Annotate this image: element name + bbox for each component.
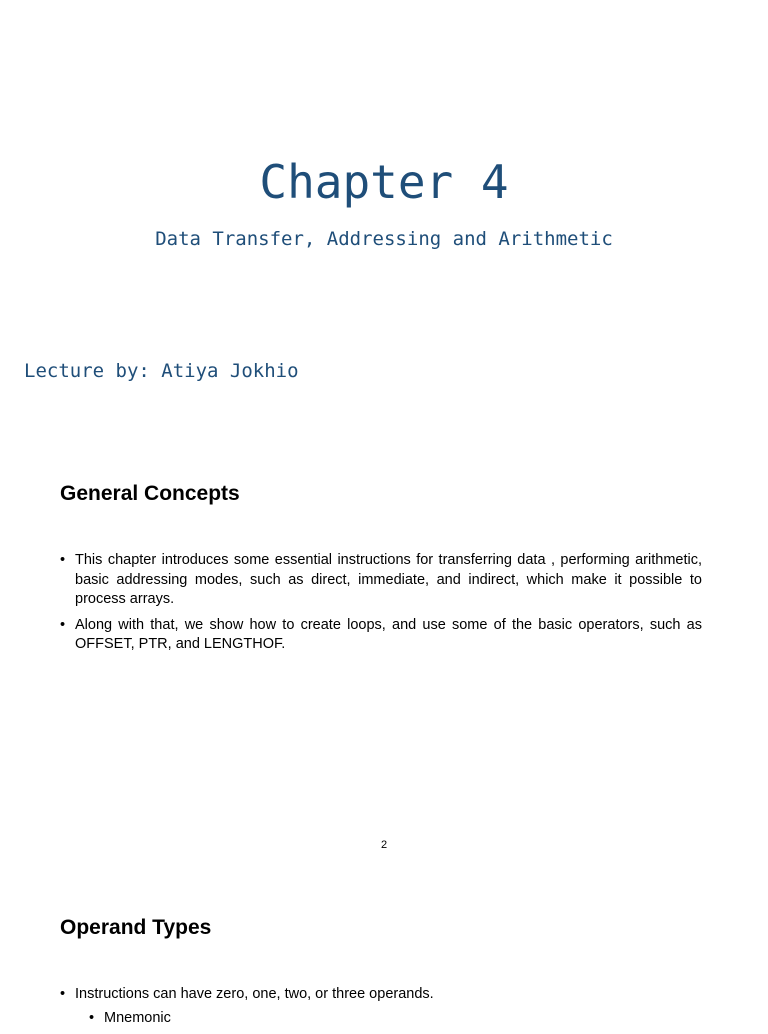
bullet-icon: • bbox=[60, 616, 66, 633]
bullet-item bbox=[60, 551, 702, 610]
lecturer-credit: Lecture by: Atiya Jokhio bbox=[24, 360, 299, 382]
bullet-item bbox=[60, 616, 702, 655]
chapter-title: Chapter 4 bbox=[259, 155, 509, 209]
slide-heading: Operand Types bbox=[60, 916, 212, 939]
bullet-icon: • bbox=[60, 552, 66, 568]
bullet-icon: • bbox=[89, 1009, 95, 1026]
bullet-list bbox=[60, 985, 702, 1034]
chapter-subtitle: Data Transfer, Addressing and Arithmetic bbox=[155, 228, 613, 250]
title-slide bbox=[0, 0, 768, 432]
slide-heading: General Concepts bbox=[60, 482, 240, 505]
bullet-icon: • bbox=[60, 986, 66, 1002]
bullet-text: This chapter introduces some essential instructions for transferring data , performing arithmetic, basic addressing modes, such as direct, immediate, and indirect, which make it possible to process arrays. bbox=[75, 552, 702, 607]
sub-bullet-text: Mnemonic bbox=[104, 1009, 171, 1026]
operand-types-slide bbox=[0, 864, 768, 1024]
bullet-item bbox=[60, 985, 702, 1028]
bullet-text: Along with that, we show how to create loops, and use some of the basic operators, such as OFFSET, PTR, and LENGTHOF. bbox=[75, 616, 702, 652]
page-number: 2 bbox=[380, 839, 388, 851]
sub-bullet-item bbox=[75, 1009, 702, 1029]
bullet-text: Instructions can have zero, one, two, or three operands. bbox=[75, 986, 434, 1002]
general-concepts-slide bbox=[0, 432, 768, 864]
bullet-list bbox=[60, 551, 702, 661]
sub-bullet-list bbox=[75, 1009, 702, 1029]
